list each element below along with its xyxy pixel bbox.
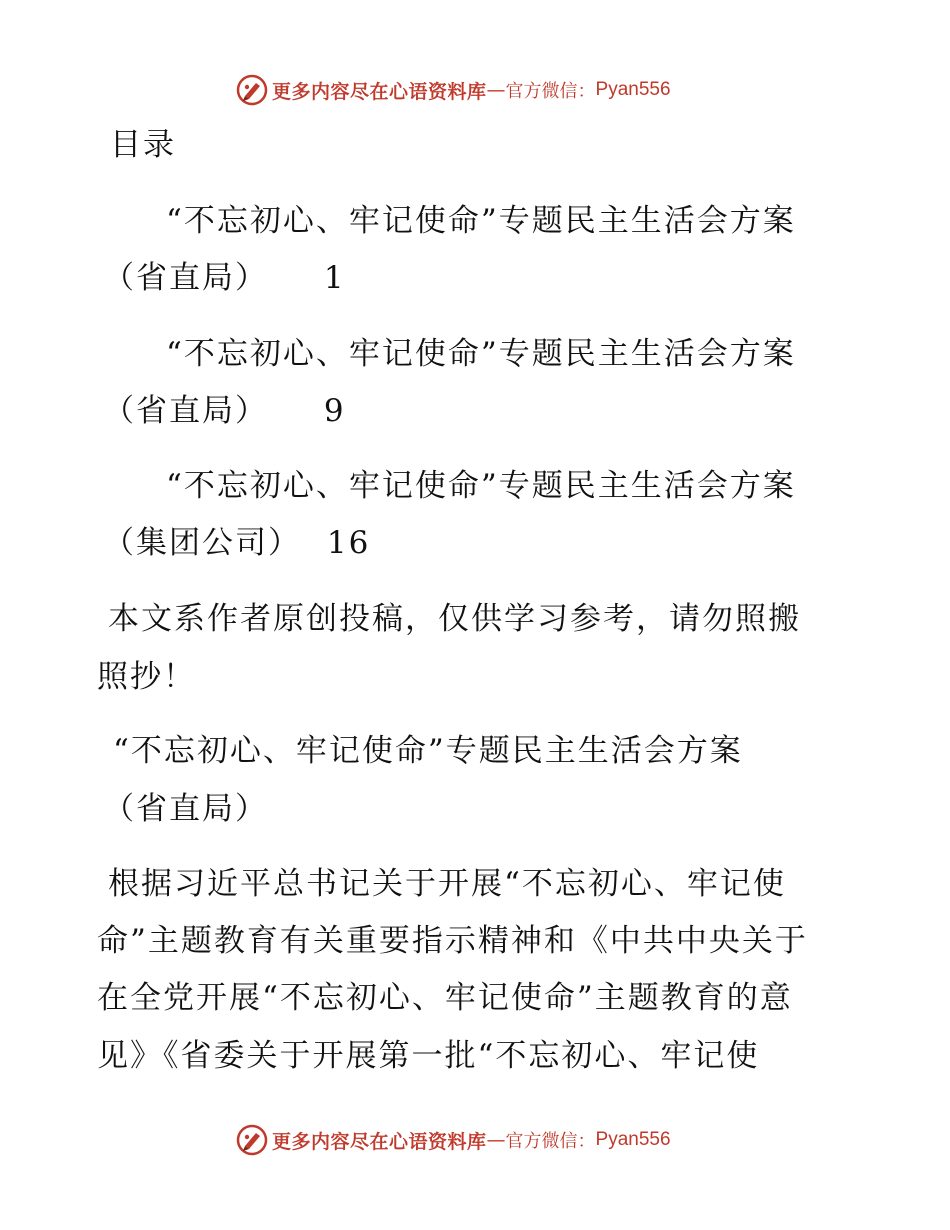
body-line-4: 见》《省委关于开展第一批“不忘初心、牢记使 bbox=[97, 1038, 760, 1074]
watermark-separator: — bbox=[486, 1129, 506, 1151]
body-line-1: 根据习近平总书记关于开展“不忘初心、牢记使 bbox=[108, 866, 786, 902]
toc-entry-2-page: 9 bbox=[323, 393, 346, 429]
body-line-2: 命”主题教育有关重要指示精神和《中共中央关于 bbox=[97, 923, 808, 959]
toc-entry-3-org: （集团公司） bbox=[103, 525, 301, 561]
section-subtitle: （省直局） bbox=[103, 791, 268, 827]
toc-entry-1-title: “不忘初心、牢记使命”专题民主生活会方案 bbox=[166, 203, 796, 239]
notice-line-2: 照抄！ bbox=[97, 659, 196, 695]
header-watermark bbox=[236, 73, 671, 107]
toc-entry-1-subtitle bbox=[103, 258, 346, 298]
toc-entry-3-subtitle bbox=[103, 523, 370, 563]
toc-heading: 目录 bbox=[110, 127, 176, 163]
watermark-separator: — bbox=[486, 79, 506, 101]
footer-watermark bbox=[236, 1123, 671, 1157]
watermark-main-text: 更多内容尽在心语资料库 bbox=[272, 1130, 487, 1153]
toc-entry-1-page: 1 bbox=[323, 260, 346, 296]
toc-entry-2-org: （省直局） bbox=[103, 393, 268, 429]
toc-entry-1-org: （省直局） bbox=[103, 260, 268, 296]
body-line-3: 在全党开展“不忘初心、牢记使命”主题教育的意 bbox=[97, 980, 793, 1016]
toc-entry-2-subtitle bbox=[103, 391, 346, 431]
watermark-wechat-label: 官方微信： bbox=[505, 81, 596, 102]
toc-entry-3-title: “不忘初心、牢记使命”专题民主生活会方案 bbox=[166, 468, 796, 504]
toc-entry-3-page: 16 bbox=[326, 525, 371, 561]
toc-entry-2-title: “不忘初心、牢记使命”专题民主生活会方案 bbox=[166, 336, 796, 372]
pen-seal-icon bbox=[236, 1124, 268, 1156]
pen-seal-icon bbox=[236, 74, 268, 106]
watermark-wechat-label: 官方微信： bbox=[505, 1131, 596, 1152]
watermark-wechat-id: Pyan556 bbox=[595, 1129, 671, 1150]
section-title: “不忘初心、牢记使命”专题民主生活会方案 bbox=[113, 733, 743, 769]
watermark-main-text: 更多内容尽在心语资料库 bbox=[272, 80, 487, 103]
watermark-wechat-id: Pyan556 bbox=[595, 79, 671, 100]
notice-line-1: 本文系作者原创投稿，仅供学习参考，请勿照搬 bbox=[108, 601, 801, 637]
